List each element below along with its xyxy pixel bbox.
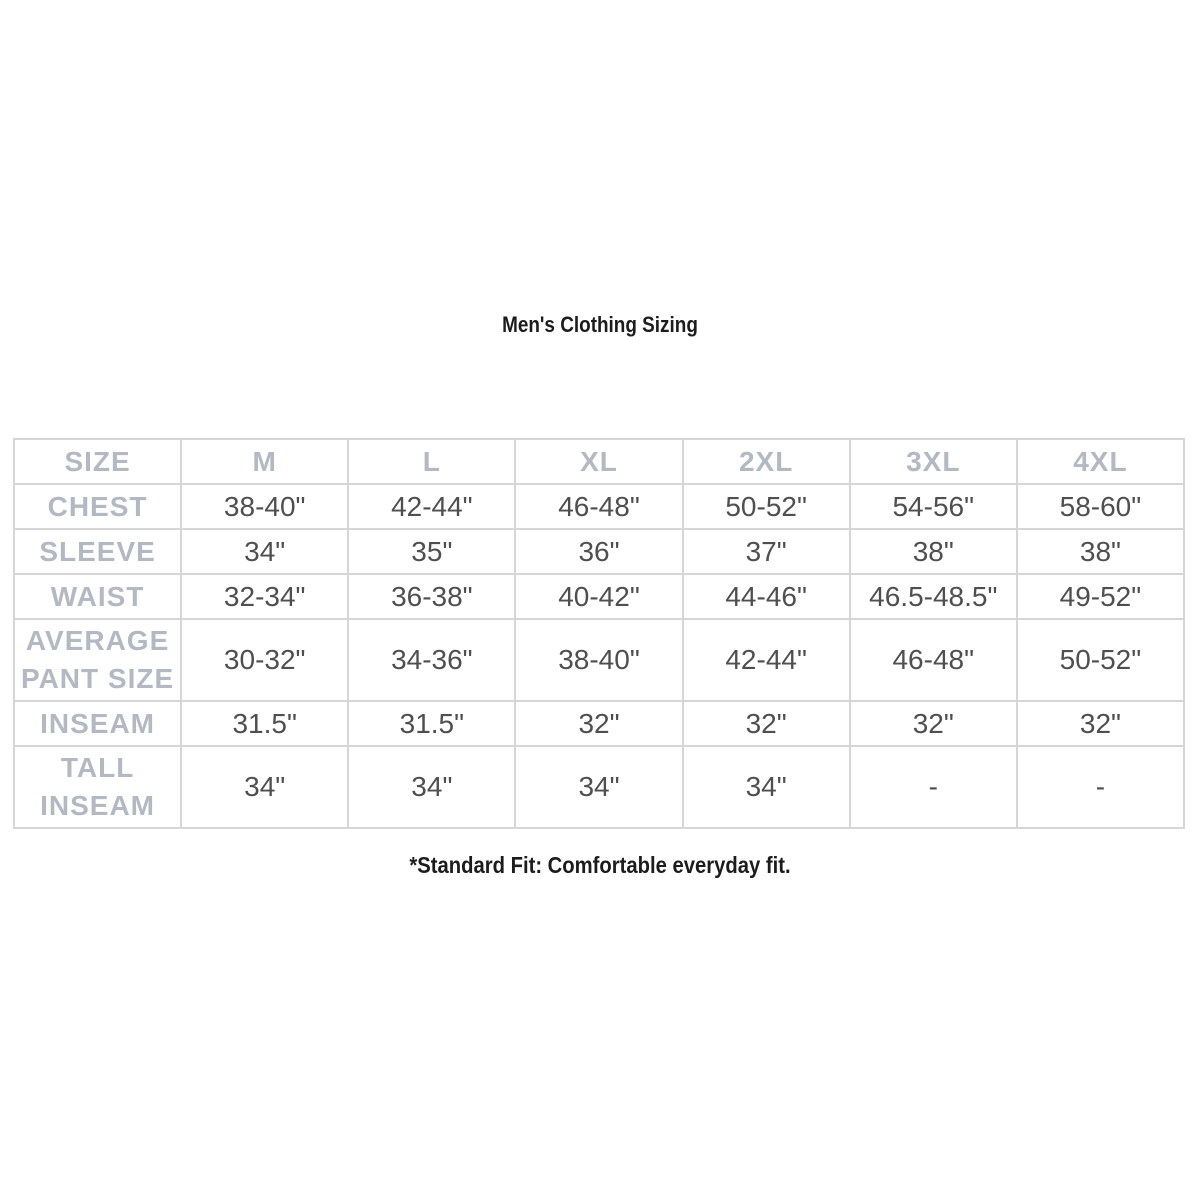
- row-label-line: PANT SIZE: [20, 663, 175, 694]
- table-cell: 34": [181, 529, 348, 574]
- size-chart-table: [13, 438, 1185, 829]
- page-title: Men's Clothing Sizing: [502, 312, 698, 337]
- table-cell: 35": [348, 529, 515, 574]
- table-cell: 37": [683, 529, 850, 574]
- table-cell: 46-48": [850, 619, 1017, 701]
- header-size-l: L: [348, 439, 515, 484]
- table-cell: 44-46": [683, 574, 850, 619]
- table-cell: 34": [683, 746, 850, 828]
- table-cell: 36-38": [348, 574, 515, 619]
- table-cell: 46.5-48.5": [850, 574, 1017, 619]
- table-row-tall-inseam: [14, 746, 1184, 828]
- table-cell: 32": [850, 701, 1017, 746]
- table-row-chest: [14, 484, 1184, 529]
- table-row-sleeve: [14, 529, 1184, 574]
- table-cell: 49-52": [1017, 574, 1184, 619]
- table-cell: 34-36": [348, 619, 515, 701]
- table-cell: 34": [181, 746, 348, 828]
- table-cell: 50-52": [1017, 619, 1184, 701]
- table-cell: 38": [850, 529, 1017, 574]
- row-label-line: INSEAM: [40, 790, 156, 821]
- header-size-xl: XL: [515, 439, 682, 484]
- header-size-m: M: [181, 439, 348, 484]
- table-cell: 50-52": [683, 484, 850, 529]
- row-label-chest: CHEST: [14, 484, 181, 529]
- table-row-waist: [14, 574, 1184, 619]
- table-cell: 34": [348, 746, 515, 828]
- table-cell: 36": [515, 529, 682, 574]
- row-label-tall-inseam: [14, 746, 181, 828]
- header-size-label: SIZE: [14, 439, 181, 484]
- header-size-2xl: 2XL: [683, 439, 850, 484]
- table-header-row: [14, 439, 1184, 484]
- table-cell: 38": [1017, 529, 1184, 574]
- table-cell: -: [850, 746, 1017, 828]
- table-cell: 42-44": [683, 619, 850, 701]
- table-cell: 32": [1017, 701, 1184, 746]
- table-cell: 32": [515, 701, 682, 746]
- row-label-waist: WAIST: [14, 574, 181, 619]
- table-cell: 38-40": [181, 484, 348, 529]
- row-label-inseam: INSEAM: [14, 701, 181, 746]
- table-cell: 54-56": [850, 484, 1017, 529]
- table-cell: 40-42": [515, 574, 682, 619]
- header-size-3xl: 3XL: [850, 439, 1017, 484]
- table-cell: 31.5": [348, 701, 515, 746]
- table-row-average-pant-size: [14, 619, 1184, 701]
- row-label-line: TALL: [60, 752, 135, 783]
- row-label-line: AVERAGE: [25, 625, 170, 656]
- table-cell: -: [1017, 746, 1184, 828]
- table-row-inseam: [14, 701, 1184, 746]
- table-cell: 31.5": [181, 701, 348, 746]
- table-cell: 58-60": [1017, 484, 1184, 529]
- table-cell: 32-34": [181, 574, 348, 619]
- table-cell: 30-32": [181, 619, 348, 701]
- table-cell: 32": [683, 701, 850, 746]
- table-cell: 42-44": [348, 484, 515, 529]
- row-label-average-pant-size: [14, 619, 181, 701]
- fit-footnote: *Standard Fit: Comfortable everyday fit.: [409, 852, 791, 878]
- row-label-sleeve: SLEEVE: [14, 529, 181, 574]
- table-cell: 34": [515, 746, 682, 828]
- table-cell: 38-40": [515, 619, 682, 701]
- header-size-4xl: 4XL: [1017, 439, 1184, 484]
- table-cell: 46-48": [515, 484, 682, 529]
